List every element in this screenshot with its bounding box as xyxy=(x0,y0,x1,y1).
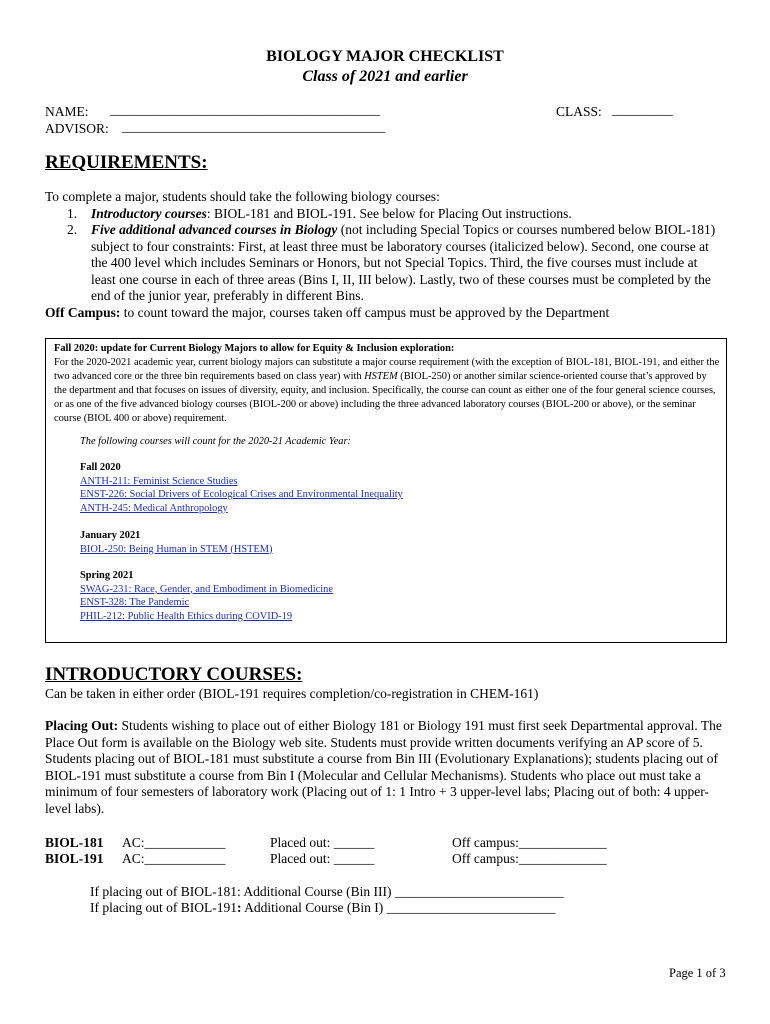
course-link[interactable]: ENST-328: The Pandemic xyxy=(80,597,190,608)
course-link[interactable]: ANTH-245: Medical Anthropology xyxy=(80,502,228,514)
intro-courses-heading: INTRODUCTORY COURSES: xyxy=(45,664,303,685)
term-fall-2020 xyxy=(80,461,403,515)
document-subtitle: Class of 2021 and earlier xyxy=(302,68,468,85)
course-link[interactable]: BIOL-250: Being Human in STEM (HSTEM) xyxy=(80,543,273,555)
off-campus-label: Off Campus: xyxy=(45,304,121,320)
term-january-2021 xyxy=(80,529,273,556)
placed-out-field[interactable]: Placed out: ______ xyxy=(270,851,375,866)
term-label: January 2021 xyxy=(80,530,141,541)
placed-out-field[interactable]: Placed out: ______ xyxy=(270,835,375,850)
advisor-field[interactable]: _______________________________________ xyxy=(122,119,386,134)
off-campus-text: to count toward the major, courses taken off campus must be approved by the Department xyxy=(120,304,610,320)
off-campus-note xyxy=(45,305,725,322)
requirements-intro: To complete a major, students should take the following biology courses: xyxy=(45,189,440,204)
name-label: NAME: xyxy=(45,104,89,119)
fall-2020-heading: Fall 2020: update for Current Biology Majors to allow for Equity & Inclusion exploration: xyxy=(54,343,455,354)
item-number: 2. xyxy=(67,222,78,237)
course-link[interactable]: PHIL-212: Public Health Ethics during COVID-19 xyxy=(80,610,293,622)
course-link[interactable]: ANTH-211: Feminist Science Studies xyxy=(80,475,238,487)
item-number: 1. xyxy=(67,205,78,221)
if191-colon: : xyxy=(236,900,242,915)
placing-out-label: Placing Out: xyxy=(45,718,119,733)
ac-field[interactable]: AC:____________ xyxy=(122,851,226,866)
intro-order-text: Can be taken in either order (BIOL-191 requires completion/co-registration in CHEM-161) xyxy=(45,686,539,701)
item-text: : BIOL-181 and BIOL-191. See below for Placing Out instructions. xyxy=(206,205,572,221)
class-field[interactable]: _________ xyxy=(612,102,673,117)
item-emphasis: Introductory courses xyxy=(91,205,207,221)
course-link[interactable]: SWAG-231: Race, Gender, and Embodiment in Biomedicine xyxy=(80,583,333,595)
requirement-item xyxy=(45,222,725,305)
class-label: CLASS: xyxy=(556,104,602,119)
if191-part: If placing out of BIOL-191 xyxy=(90,900,237,915)
ac-field[interactable]: AC:____________ xyxy=(122,835,226,850)
term-label: Spring 2021 xyxy=(80,570,134,581)
course-link[interactable]: ENST-226: Social Drivers of Ecological Crises and Environmental Inequality xyxy=(80,489,403,500)
requirements-list xyxy=(45,206,725,305)
course-code-181: BIOL-181 xyxy=(45,835,104,850)
placing-out-paragraph xyxy=(45,718,725,817)
if-placing-out-191[interactable] xyxy=(90,900,555,916)
page-number: Page 1 of 3 xyxy=(669,966,726,980)
paragraph-part: (BIOL-250) or another similar science-oriented course that’s approved by the department and that focuses on issues of diversity, equity, and inclusion. Specifically, the course can count as either one of the four general science courses, or as one of the five advanced biology courses (BIOL-200 or above) including the three advanced laboratory courses (BIOL-200 or above), or the seminar course (BIOL 400 or above) requirement. xyxy=(54,371,716,424)
requirements-heading: REQUIREMENTS: xyxy=(45,152,208,173)
if191-part: Additional Course (Bin I) _________________________ xyxy=(241,900,556,915)
paragraph-emphasis: HSTEM xyxy=(364,371,398,382)
fall-2020-box xyxy=(45,338,727,643)
placing-out-text: Students wishing to place out of either Biology 181 or Biology 191 must first seek Departmental approval. The Place Out form is available on the Biology web site. Students must provide written documents verifying an AP score of 5. Students placing out of BIOL-181 must substitute a course from Bin III (Evolutionary Explanations); students placing out of BIOL-191 must substitute a course from Bin I (Molecular and Cellular Mechanisms). Students who place out must take a minimum of four semesters of laboratory work (Placing out of 1: 1 Intro + 3 upper-level labs; Placing out of both: 4 upper-level labs). xyxy=(45,718,722,816)
document-title: BIOLOGY MAJOR CHECKLIST xyxy=(266,48,504,65)
if-placing-out-181[interactable]: If placing out of BIOL-181: Additional Course (Bin III) _________________________ xyxy=(90,884,564,899)
off-campus-field[interactable]: Off campus:_____________ xyxy=(452,835,607,850)
advisor-label: ADVISOR: xyxy=(45,121,109,136)
requirements-body xyxy=(45,189,725,321)
name-field[interactable]: ________________________________________ xyxy=(110,102,380,117)
item-emphasis: Five additional advanced courses in Biology xyxy=(91,222,338,237)
requirement-item xyxy=(45,206,725,223)
course-code-191: BIOL-191 xyxy=(45,851,104,866)
term-label: Fall 2020 xyxy=(80,462,121,473)
paragraph-part: For the 2020-2021 academic year, current biology majors can substitute a major course requirement (with the exception of BIOL-181, BIOL-191, and either the two advanced core or the three bin requirements based on class year) with xyxy=(54,357,720,382)
term-spring-2021 xyxy=(80,569,333,623)
item-text: (not including Special Topics or courses numbered below BIOL-181) subject to four constraints: First, at least three must be laboratory courses (italicized below). Second, one course at the 400 level which includes Seminars or Honors, but not Special Topics. Third, the five courses must include at least one course in each of three areas (Bins I, II, III below). Lastly, two of these courses must be completed by the end of the junior year, preferably in different Bins. xyxy=(91,222,716,303)
off-campus-field[interactable]: Off campus:_____________ xyxy=(452,851,607,866)
fall-2020-paragraph xyxy=(54,356,720,426)
following-courses-note: The following courses will count for the 2020-21 Academic Year: xyxy=(80,436,352,447)
fall-2020-text xyxy=(54,342,720,426)
